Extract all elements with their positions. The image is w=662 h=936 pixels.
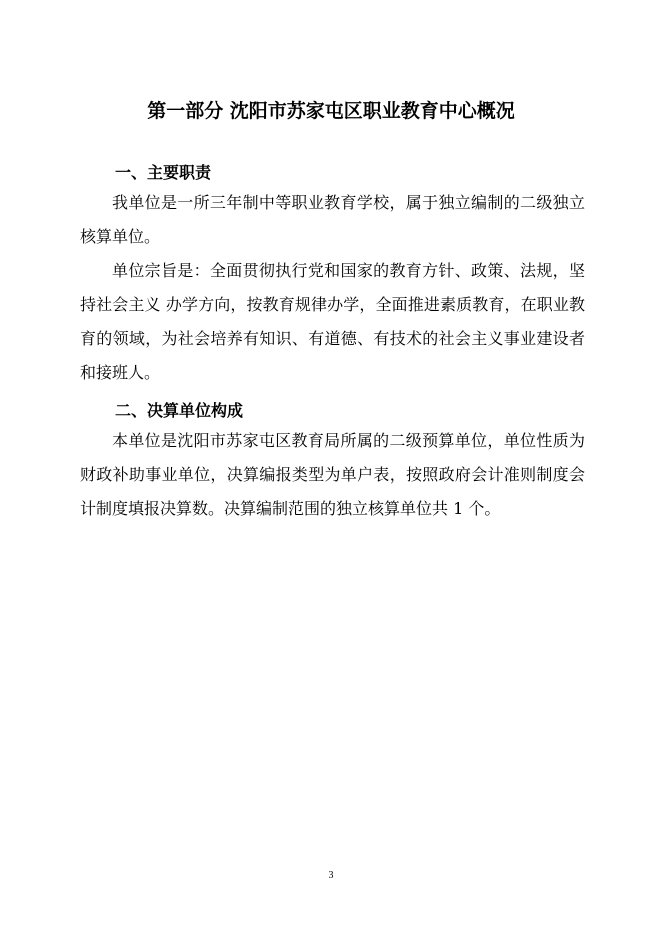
- section-heading-duties: 一、主要职责: [115, 163, 212, 182]
- paragraph-unit-composition: 本单位是沈阳市苏家屯区教育局所属的二级预算单位，单位性质为财政补助事业单位，决算编报类型为单户表，按照政府会计准则制度会计制度填报决算数。决算编制范围的独立核算单位共 1 个。: [80, 431, 585, 518]
- paragraph-unit-mission: 单位宗旨是：全面贯彻执行党和国家的教育方针、政策、法规，坚持社会主义 办学方向，按教育规律办学，全面推进素质教育，在职业教育的领域，为社会培养有知识、有道德、有技术的社会主义事业建设者和接班人。: [80, 261, 585, 382]
- paragraph-unit-type: 我单位是一所三年制中等职业教育学校，属于独立编制的二级独立核算单位。: [80, 193, 585, 246]
- section-heading-composition: 二、决算单位构成: [115, 401, 244, 420]
- page-title: 第一部分 沈阳市苏家屯区职业教育中心概况: [147, 100, 515, 122]
- page-number: 3: [328, 870, 334, 881]
